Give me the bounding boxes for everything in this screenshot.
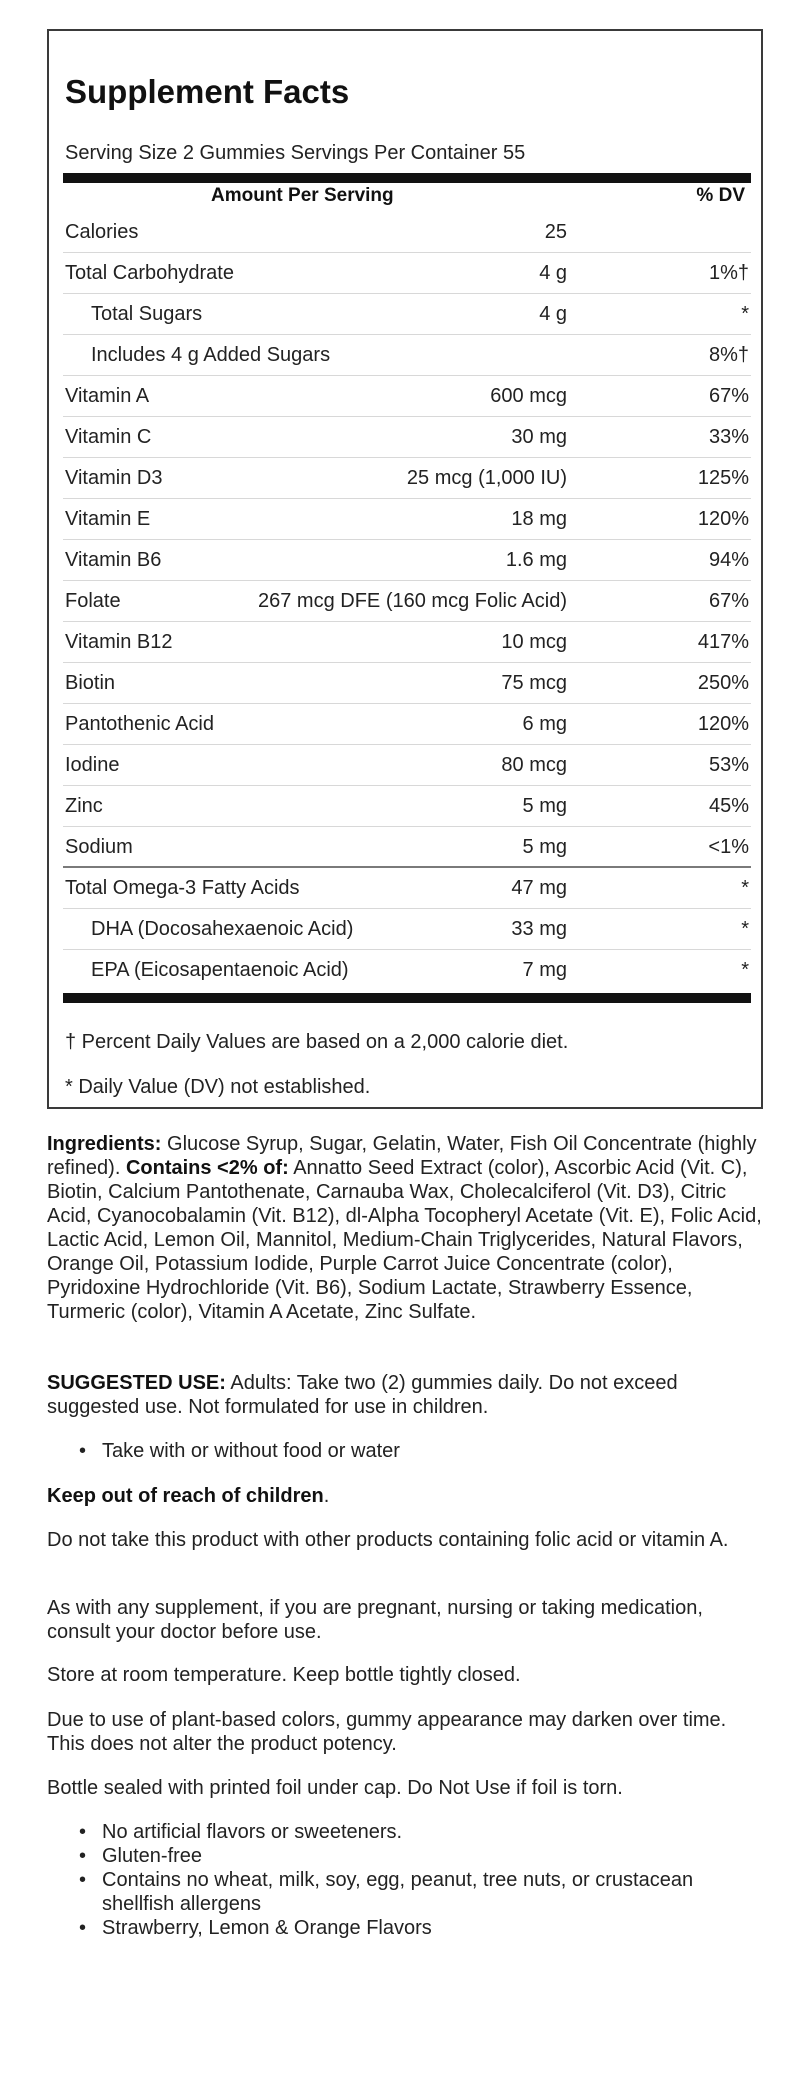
nutrient-name: Calories <box>65 221 139 243</box>
nutrient-daily-value: * <box>741 959 749 981</box>
nutrient-amount: 4 g <box>539 303 567 325</box>
ingredients-text-main: Glucose Syrup, Sugar, Gelatin, Water, Fish Oil Concentrate (highly refined). <box>47 1133 757 1179</box>
contains-label: Contains <2% of: <box>125 1157 289 1179</box>
nutrient-amount: 25 mcg (1,000 IU) <box>406 467 567 489</box>
nutrient-daily-value: 67% <box>708 590 749 612</box>
supplement-facts-panel <box>47 29 763 1109</box>
nutrient-amount: 1.6 mg <box>505 549 567 571</box>
nutrient-row <box>63 663 751 704</box>
nutrient-amount: 7 mg <box>522 959 567 981</box>
nutrient-daily-value: * <box>741 877 749 899</box>
nutrient-row <box>63 417 751 458</box>
folic-acid-warning: Do not take this product with other products containing folic acid or vitamin A. <box>47 1529 729 1551</box>
nutrient-amount: 5 mg <box>522 836 567 858</box>
nutrient-amount: 4 g <box>539 262 567 284</box>
nutrient-daily-value: 125% <box>697 467 749 489</box>
nutrient-daily-value: 120% <box>697 713 749 735</box>
ingredients-label: Ingredients: <box>47 1133 162 1155</box>
nutrient-amount: 10 mcg <box>501 631 567 653</box>
nutrient-amount: 30 mg <box>511 426 567 448</box>
nutrient-name: Pantothenic Acid <box>65 713 214 735</box>
header-amount-per-serving: Amount Per Serving <box>211 185 394 206</box>
suggested-use-label: SUGGESTED USE: <box>47 1372 226 1394</box>
usage-bullet: • Take with or without food or water <box>47 1439 763 1463</box>
feature-item: • Gluten-free <box>47 1844 763 1868</box>
nutrient-name: Sodium <box>65 836 133 858</box>
nutrient-row <box>63 540 751 581</box>
top-divider <box>63 173 751 183</box>
feature-item: • No artificial flavors or sweeteners. <box>47 1820 763 1844</box>
nutrient-name: Total Omega-3 Fatty Acids <box>65 877 300 899</box>
nutrient-daily-value: 45% <box>708 795 749 817</box>
suggested-use-text: Adults: Take two (2) gummies daily. Do not exceed suggested use. Not formulated for use in children. <box>47 1372 678 1418</box>
nutrient-daily-value: * <box>741 303 749 325</box>
nutrient-daily-value: 250% <box>697 672 749 694</box>
nutrient-row <box>63 376 751 417</box>
nutrient-amount: 600 mcg <box>490 385 567 407</box>
nutrient-row <box>63 212 751 253</box>
nutrient-row <box>63 622 751 663</box>
nutrient-name: Vitamin A <box>65 385 150 407</box>
keep-out-label: Keep out of reach of children <box>47 1485 324 1507</box>
nutrient-name: Includes 4 g Added Sugars <box>91 344 331 366</box>
keep-out-warning <box>47 1484 763 1508</box>
nutrient-row <box>63 458 751 499</box>
nutrient-name: Vitamin B12 <box>65 631 173 653</box>
header-daily-value: % DV <box>696 185 745 206</box>
nutrient-row <box>63 950 751 991</box>
nutrient-daily-value: * <box>741 918 749 940</box>
nutrient-amount: 25 <box>544 221 567 243</box>
nutrient-amount: 267 mcg DFE (160 mcg Folic Acid) <box>258 590 567 612</box>
seal-notice: Bottle sealed with printed foil under cap. Do Not Use if foil is torn. <box>47 1777 623 1799</box>
keep-out-period: . <box>323 1485 330 1507</box>
nutrient-amount: 6 mg <box>522 713 567 735</box>
storage-instructions: Store at room temperature. Keep bottle tightly closed. <box>47 1664 521 1686</box>
nutrient-name: Biotin <box>65 672 116 694</box>
nutrient-row <box>63 827 751 868</box>
nutrient-amount: 5 mg <box>522 795 567 817</box>
nutrient-name: Total Sugars <box>91 303 203 325</box>
nutrient-name: Vitamin E <box>65 508 151 530</box>
nutrient-name: Vitamin C <box>65 426 152 448</box>
nutrient-daily-value: 120% <box>697 508 749 530</box>
nutrient-daily-value: 1%† <box>708 262 749 284</box>
footnote-percent-dv: † Percent Daily Values are based on a 2,000 calorie diet. <box>65 1031 569 1053</box>
nutrient-name: Folate <box>65 590 121 612</box>
feature-item: • Contains no wheat, milk, soy, egg, peanut, tree nuts, or crustacean shellfish allergens <box>47 1868 763 1916</box>
nutrient-name: EPA (Eicosapentaenoic Acid) <box>91 959 349 981</box>
nutrient-row <box>63 335 751 376</box>
nutrient-row <box>63 253 751 294</box>
nutrient-row <box>63 294 751 335</box>
nutrient-amount: 33 mg <box>511 918 567 940</box>
nutrient-name: Iodine <box>65 754 120 776</box>
nutrient-amount: 18 mg <box>511 508 567 530</box>
bottom-divider <box>63 993 751 1003</box>
nutrient-name: Vitamin D3 <box>65 467 163 489</box>
nutrient-name: Zinc <box>65 795 103 817</box>
color-notice: Due to use of plant-based colors, gummy appearance may darken over time. This does not alter the product potency. <box>47 1709 727 1755</box>
nutrient-name: Vitamin B6 <box>65 549 162 571</box>
nutrient-daily-value: 67% <box>708 385 749 407</box>
usage-bullet-list <box>47 1439 763 1463</box>
ingredients-text-minor: Annatto Seed Extract (color), Ascorbic Acid (Vit. C), Biotin, Calcium Pantothenate, Carnauba Wax, Cholecalciferol (Vit. D3), Citric Acid, Cyanocobalamin (Vit. B12), dl-Alpha Tocopheryl Acetate (Vit. E), Folic Acid, Lactic Acid, Lemon Oil, Mannitol, Medium-Chain Triglycerides, Natural Flavors, Orange Oil, Potassium Iodide, Purple Carrot Juice Concentrate (color), Pyridoxine Hydrochloride (Vit. B6), Sodium Lactate, Strawberry Essence, Turmeric (color), Vitamin A Acetate, Zinc Sulfate. <box>47 1157 762 1323</box>
ingredients-paragraph <box>47 1132 763 1324</box>
footnote-dv-not-established: * Daily Value (DV) not established. <box>65 1076 371 1098</box>
nutrient-row <box>63 909 751 950</box>
suggested-use-paragraph <box>47 1371 763 1419</box>
pregnancy-warning: As with any supplement, if you are pregnant, nursing or taking medication, consult your doctor before use. <box>47 1597 703 1643</box>
nutrient-row <box>63 786 751 827</box>
feature-item: • Strawberry, Lemon & Orange Flavors <box>47 1916 763 1940</box>
nutrient-daily-value: 8%† <box>708 344 749 366</box>
nutrient-daily-value: 53% <box>708 754 749 776</box>
facts-title: Supplement Facts <box>65 73 350 110</box>
nutrient-row <box>63 704 751 745</box>
nutrient-row <box>63 581 751 622</box>
nutrient-name: DHA (Docosahexaenoic Acid) <box>91 918 354 940</box>
nutrient-amount: 80 mcg <box>501 754 567 776</box>
nutrient-row <box>63 868 751 909</box>
nutrient-row <box>63 745 751 786</box>
nutrient-daily-value: <1% <box>708 836 749 858</box>
nutrient-amount: 47 mg <box>511 877 567 899</box>
nutrient-name: Total Carbohydrate <box>65 262 234 284</box>
feature-list <box>47 1820 763 1940</box>
serving-info: Serving Size 2 Gummies Servings Per Container 55 <box>65 142 526 164</box>
nutrient-row <box>63 499 751 540</box>
nutrient-daily-value: 33% <box>708 426 749 448</box>
nutrient-daily-value: 94% <box>708 549 749 571</box>
nutrient-amount: 75 mcg <box>501 672 567 694</box>
nutrient-daily-value: 417% <box>697 631 749 653</box>
